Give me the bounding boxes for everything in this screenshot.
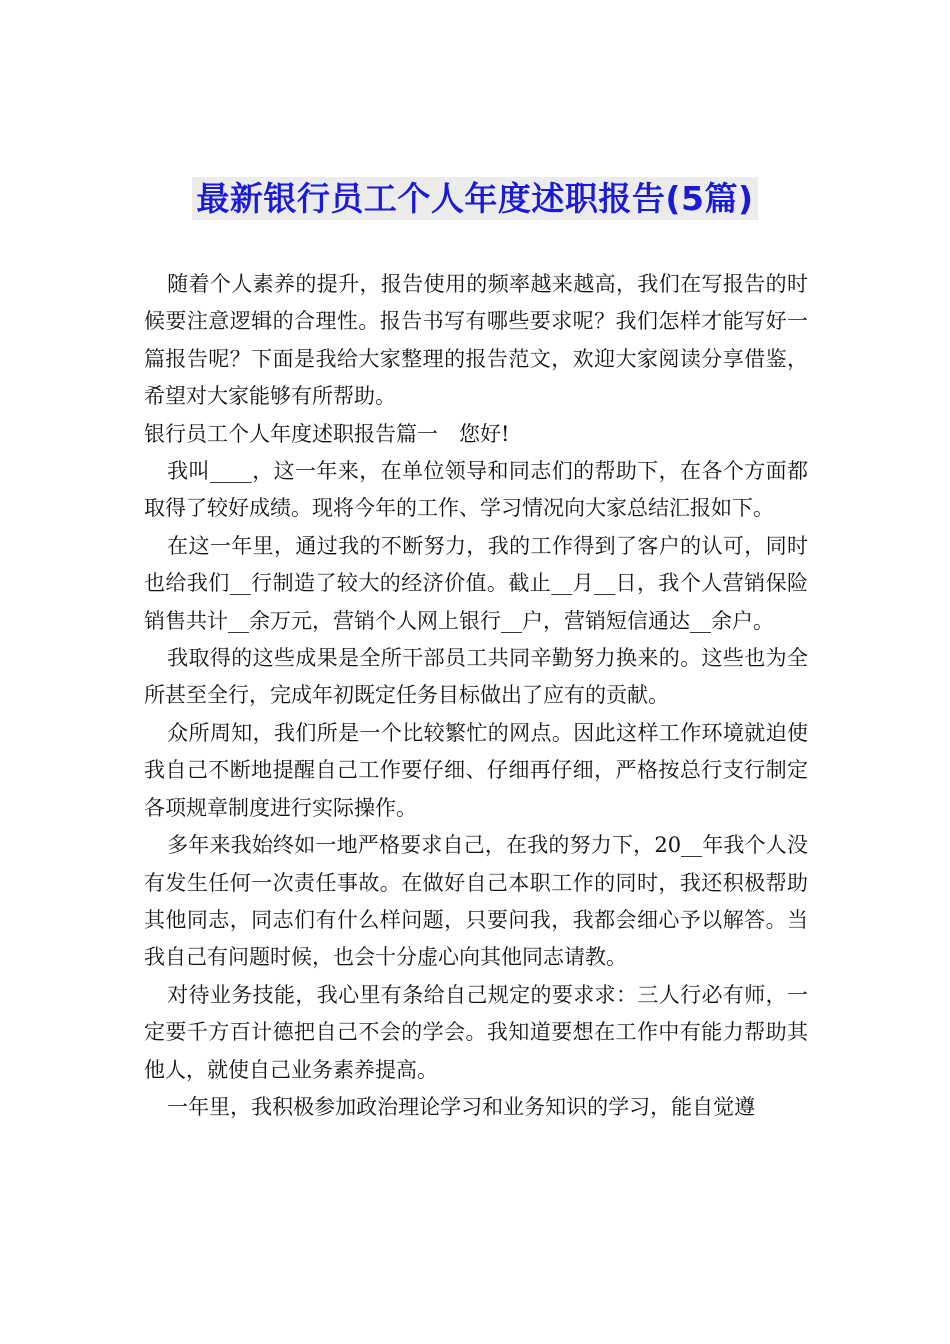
document-body (144, 266, 808, 1126)
document-title (0, 176, 950, 222)
body-paragraph: 众所周知，我们所是一个比较繁忙的网点。因此这样工作环境就迫使我自己不断地提醒自己工作要仔细、仔细再仔细，严格按总行支行制定各项规章制度进行实际操作。 (144, 720, 808, 820)
intro-paragraph: 随着个人素养的提升，报告使用的频率越来越高，我们在写报告的时候要注意逻辑的合理性。报告书写有哪些要求呢？我们怎样才能写好一篇报告呢？下面是我给大家整理的报告范文，欢迎大家阅读分享借鉴，希望对大家能够有所帮助。 (144, 272, 808, 409)
body-paragraph: 在这一年里，通过我的不断努力，我的工作得到了客户的认可，同时也给我们__行制造了较大的经济价值。截止__月__日，我个人营销保险销售共计__余万元，营销个人网上银行__户，营销短信通达__余户。 (144, 533, 808, 633)
body-paragraph: 我叫____，这一年来，在单位领导和同志们的帮助下，在各个方面都取得了较好成绩。现将今年的工作、学习情况向大家总结汇报如下。 (144, 459, 808, 521)
body-paragraph: 对待业务技能，我心里有条给自己规定的要求求：三人行必有师，一定要千方百计德把自己不会的学会。我知道要想在工作中有能力帮助其他人，就使自己业务素养提高。 (144, 982, 808, 1082)
body-paragraph: 一年里，我积极参加政治理论学习和业务知识的学习，能自觉遵 (167, 1094, 756, 1119)
section-heading: 银行员工个人年度述职报告篇一 您好! (144, 421, 510, 446)
document-title-text: 最新银行员工个人年度述职报告(5篇) (192, 177, 757, 220)
body-paragraph: 多年来我始终如一地严格要求自己，在我的努力下，20__年我个人没有发生任何一次责任事故。在做好自己本职工作的同时，我还积极帮助其他同志，同志们有什么样问题，只要问我，我都会细心予以解答。当我自己有问题时候，也会十分虚心向其他同志请教。 (144, 833, 808, 970)
body-paragraph: 我取得的这些成果是全所干部员工共同辛勤努力换来的。这些也为全所甚至全行，完成年初既定任务目标做出了应有的贡献。 (144, 646, 808, 708)
